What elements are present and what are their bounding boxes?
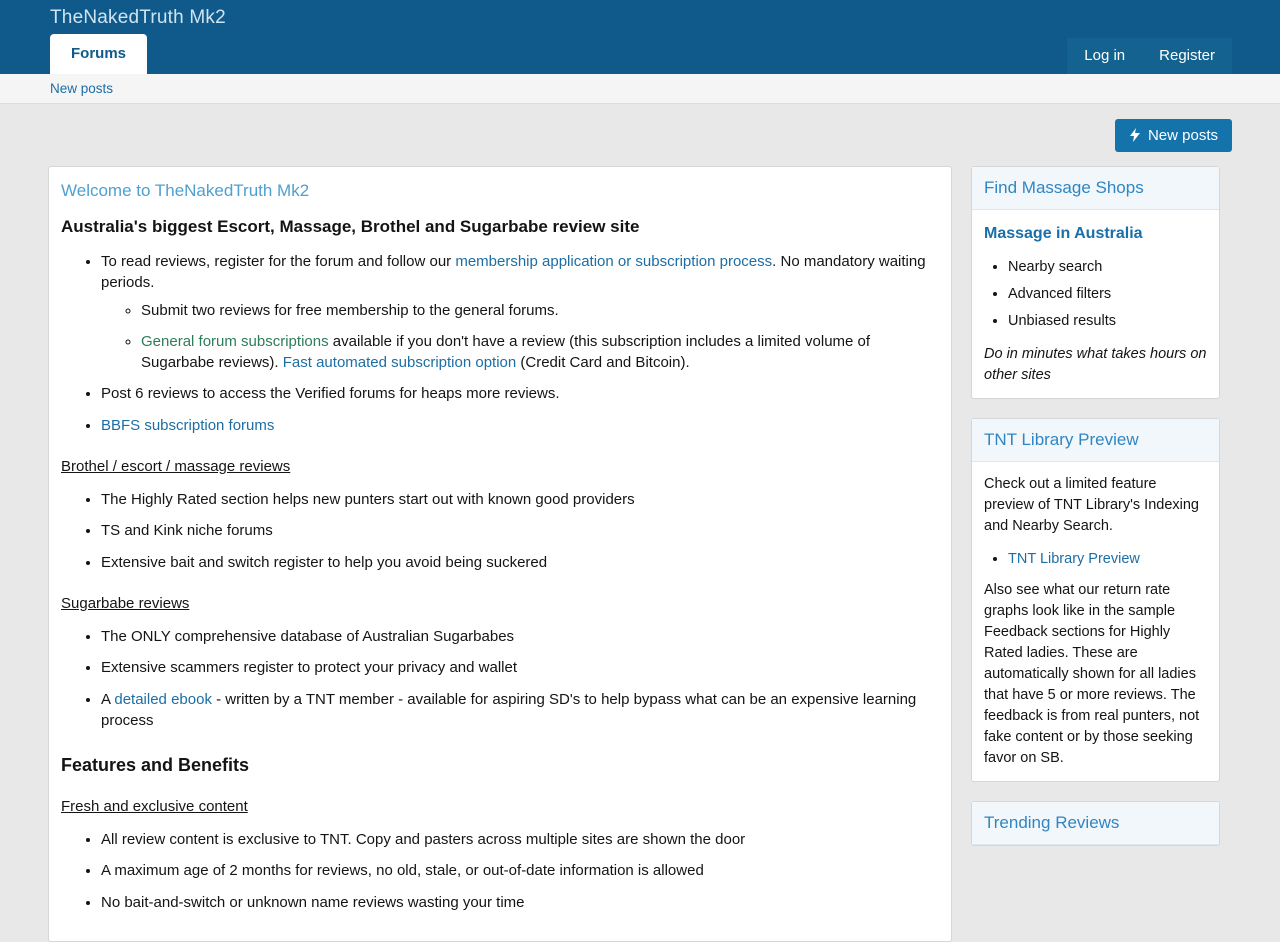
list-item: • Nearby search (1008, 257, 1207, 278)
general-forum-subscriptions-link[interactable]: General forum subscriptions (141, 332, 329, 350)
sugarbabe-reviews-heading: Sugarbabe reviews (61, 594, 190, 612)
welcome-title: Welcome to TheNakedTruth Mk2 (61, 181, 310, 200)
library-paragraph-2: Also see what our return rate graphs look like in the sample Feedback sections for Highly Rated ladies. These are automatically shown for all ladies that have 5 or more reviews. The feedback is from real punters, not fake content or by those seeking favor on SB. (984, 582, 1200, 767)
tnt-library-preview-block (971, 418, 1220, 782)
primary-tabs (50, 34, 147, 74)
content-layout (48, 166, 1232, 942)
site-header (0, 0, 1280, 74)
list-item: • The Highly Rated section helps new punters start out with known good providers (101, 489, 939, 510)
new-posts-button-label: New posts (1147, 126, 1218, 144)
list-item: • Extensive bait and switch register to help you avoid being suckered (101, 552, 939, 573)
sugarbabe-reviews-list (61, 626, 939, 731)
find-massage-shops-block (971, 166, 1220, 399)
lightning-icon (1129, 128, 1141, 142)
find-massage-shops-title: Find Massage Shops (972, 167, 1219, 210)
find-massage-shops-list (984, 257, 1207, 332)
massage-in-australia-subtitle: Massage in Australia (984, 225, 1143, 242)
list-item: • All review content is exclusive to TNT. Copy and pasters across multiple sites are shown the door (101, 829, 939, 850)
list-item (101, 689, 939, 732)
list-item: • A maximum age of 2 months for reviews, no old, stale, or out-of-date information is allowed (101, 860, 939, 881)
features-heading: Features and Benefits (61, 755, 250, 776)
brothel-reviews-heading: Brothel / escort / massage reviews (61, 458, 291, 476)
welcome-sub-list (101, 300, 939, 374)
ebook-text-a: A (101, 690, 115, 708)
tnt-library-preview-body (972, 462, 1219, 781)
find-massage-shops-note: Do in minutes what takes hours on other sites (984, 346, 1207, 384)
list-item (101, 415, 939, 436)
ebook-text-b: - written by a TNT member - available for aspiring SD's to help bypass what can be an expensive learning process (101, 690, 917, 729)
subnav-new-posts[interactable]: New posts (50, 81, 114, 96)
list-item (101, 251, 939, 373)
membership-process-link[interactable]: membership application or subscription process (455, 253, 773, 270)
library-paragraph-1: Check out a limited feature preview of TNT Library's Indexing and Nearby Search. (984, 476, 1199, 535)
page-body (0, 104, 1280, 942)
welcome-heading: Australia's biggest Escort, Massage, Brothel and Sugarbabe review site (61, 217, 640, 236)
list-item: • Post 6 reviews to access the Verified forums for heaps more reviews. (101, 383, 939, 404)
list-item: • No bait-and-switch or unknown name reviews wasting your time (101, 892, 939, 913)
list-item: • Extensive scammers register to protect your privacy and wallet (101, 657, 939, 678)
fresh-content-heading: Fresh and exclusive content (61, 798, 248, 816)
register-button[interactable]: Register (1142, 38, 1232, 74)
list-item: • The ONLY comprehensive database of Australian Sugarbabes (101, 626, 939, 647)
bbfs-subscription-link[interactable]: BBFS subscription forums (101, 416, 275, 434)
page-toolbar (48, 104, 1232, 166)
tnt-library-preview-title: TNT Library Preview (972, 419, 1219, 462)
new-posts-button[interactable] (1115, 119, 1232, 152)
welcome-card (48, 166, 952, 942)
trending-reviews-title: Trending Reviews (972, 802, 1219, 845)
site-title: TheNakedTruth Mk2 (50, 7, 226, 28)
find-massage-shops-body (972, 210, 1219, 398)
trending-reviews-block (971, 801, 1220, 846)
login-button[interactable]: Log in (1067, 38, 1142, 74)
list-item (141, 331, 939, 374)
header-auth (1067, 38, 1232, 74)
sub-text-b: (Credit Card and Bitcoin). (516, 354, 690, 372)
list-item: • TS and Kink niche forums (101, 520, 939, 541)
sidebar (971, 166, 1220, 865)
welcome-intro-list (61, 251, 939, 436)
list-item: • Advanced filters (1008, 284, 1207, 305)
features-list (61, 829, 939, 913)
sub-text-a: available if you don't have a review (this subscription includes a limited volume of Sugarbabe reviews). (141, 332, 871, 372)
fast-subscription-link[interactable]: Fast automated subscription option (282, 354, 517, 372)
intro-text-a: To read reviews, register for the forum and follow our (101, 253, 456, 270)
list-item: ◦ Submit two reviews for free membership to the general forums. (141, 300, 939, 321)
sub-navigation (0, 74, 1280, 104)
tnt-library-preview-link[interactable]: TNT Library Preview (1008, 551, 1140, 568)
tab-forums[interactable]: Forums (50, 34, 147, 74)
main-column (48, 166, 952, 942)
detailed-ebook-link[interactable]: detailed ebook (114, 690, 212, 708)
intro-text-b: . No mandatory waiting periods. (101, 253, 926, 292)
list-item: • Unbiased results (1008, 311, 1207, 332)
library-link-list (984, 549, 1207, 570)
list-item (1008, 549, 1207, 570)
brothel-reviews-list (61, 489, 939, 573)
